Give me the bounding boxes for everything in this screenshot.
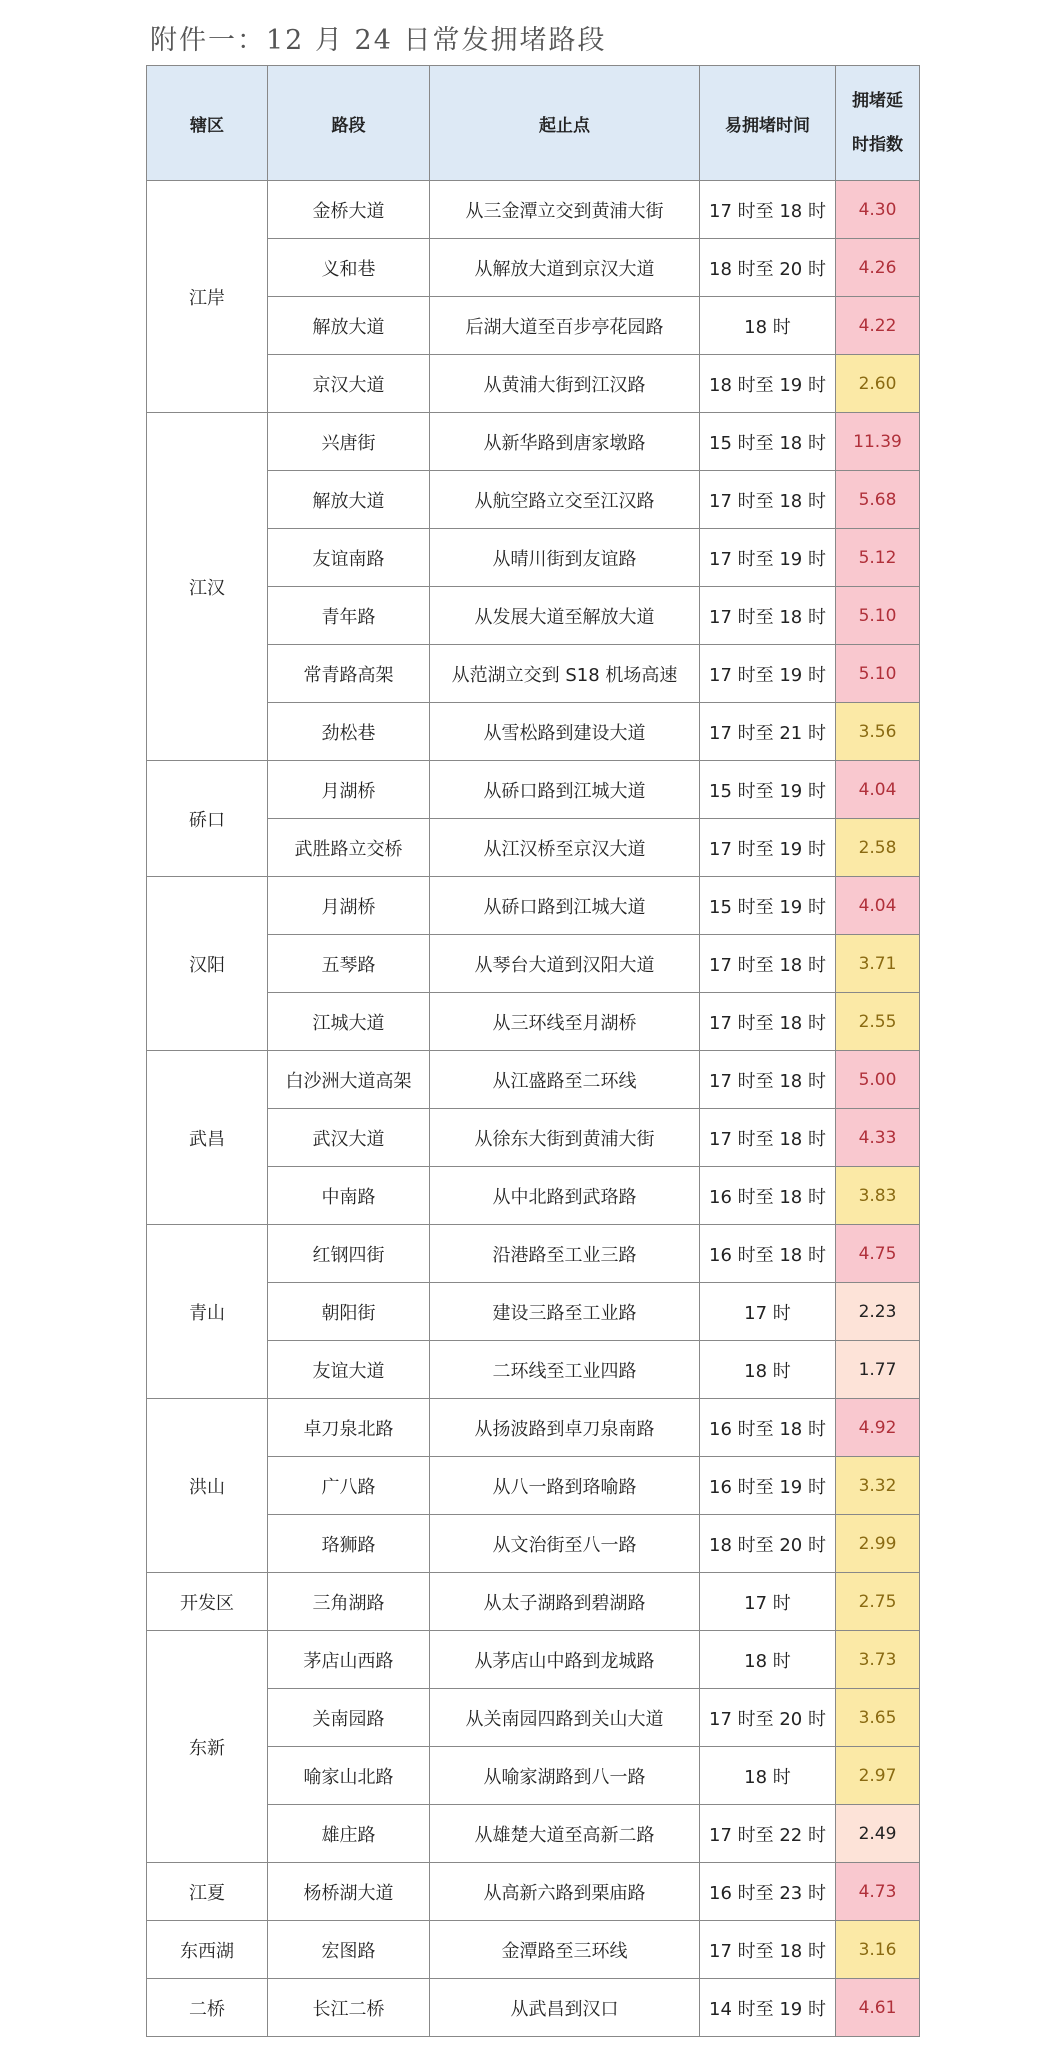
index-cell: 3.16 <box>836 1921 920 1979</box>
index-cell: 3.65 <box>836 1689 920 1747</box>
index-cell: 5.12 <box>836 529 920 587</box>
road-cell: 武胜路立交桥 <box>268 819 430 877</box>
range-cell: 从航空路立交至江汉路 <box>430 471 700 529</box>
index-cell: 1.77 <box>836 1341 920 1399</box>
road-cell: 卓刀泉北路 <box>268 1399 430 1457</box>
table-row <box>147 1863 920 1921</box>
range-cell: 从解放大道到京汉大道 <box>430 239 700 297</box>
time-cell: 17 时至 18 时 <box>700 1109 836 1167</box>
range-cell: 沿港路至工业三路 <box>430 1225 700 1283</box>
time-cell: 18 时 <box>700 297 836 355</box>
time-cell: 16 时至 18 时 <box>700 1399 836 1457</box>
table-row <box>147 1051 920 1109</box>
range-cell: 后湖大道至百步亭花园路 <box>430 297 700 355</box>
table-row <box>147 1573 920 1631</box>
index-cell: 4.61 <box>836 1979 920 2037</box>
congestion-table <box>146 65 920 2037</box>
index-cell: 4.30 <box>836 181 920 239</box>
index-cell: 3.73 <box>836 1631 920 1689</box>
index-cell: 5.00 <box>836 1051 920 1109</box>
time-cell: 16 时至 18 时 <box>700 1167 836 1225</box>
index-cell: 3.71 <box>836 935 920 993</box>
road-cell: 杨桥湖大道 <box>268 1863 430 1921</box>
index-cell: 11.39 <box>836 413 920 471</box>
road-cell: 兴唐街 <box>268 413 430 471</box>
index-cell: 2.99 <box>836 1515 920 1573</box>
road-cell: 江城大道 <box>268 993 430 1051</box>
time-cell: 17 时至 20 时 <box>700 1689 836 1747</box>
road-cell: 五琴路 <box>268 935 430 993</box>
time-cell: 17 时至 22 时 <box>700 1805 836 1863</box>
time-cell: 17 时至 18 时 <box>700 993 836 1051</box>
table-row <box>147 1921 920 1979</box>
time-cell: 17 时至 18 时 <box>700 1921 836 1979</box>
road-cell: 京汉大道 <box>268 355 430 413</box>
road-cell: 茅店山西路 <box>268 1631 430 1689</box>
time-cell: 18 时 <box>700 1341 836 1399</box>
time-cell: 15 时至 18 时 <box>700 413 836 471</box>
range-cell: 从新华路到唐家墩路 <box>430 413 700 471</box>
page-title: 附件一：12 月 24 日常发拥堵路段 <box>150 25 607 56</box>
road-cell: 长江二桥 <box>268 1979 430 2037</box>
header-index-line1: 拥堵延 <box>852 91 903 111</box>
time-cell: 17 时至 19 时 <box>700 819 836 877</box>
index-cell: 5.10 <box>836 587 920 645</box>
road-cell: 雄庄路 <box>268 1805 430 1863</box>
range-cell: 从八一路到珞喻路 <box>430 1457 700 1515</box>
time-cell: 18 时 <box>700 1631 836 1689</box>
road-cell: 三角湖路 <box>268 1573 430 1631</box>
district-cell: 硚口 <box>147 761 268 877</box>
range-cell: 从武昌到汉口 <box>430 1979 700 2037</box>
index-cell: 4.26 <box>836 239 920 297</box>
index-cell: 3.83 <box>836 1167 920 1225</box>
time-cell: 17 时至 18 时 <box>700 471 836 529</box>
time-cell: 17 时至 18 时 <box>700 935 836 993</box>
table-row <box>147 181 920 239</box>
table-row <box>147 1631 920 1689</box>
range-cell: 从中北路到武珞路 <box>430 1167 700 1225</box>
road-cell: 武汉大道 <box>268 1109 430 1167</box>
road-cell: 朝阳街 <box>268 1283 430 1341</box>
range-cell: 从发展大道至解放大道 <box>430 587 700 645</box>
range-cell: 从江汉桥至京汉大道 <box>430 819 700 877</box>
road-cell: 红钢四街 <box>268 1225 430 1283</box>
range-cell: 从三环线至月湖桥 <box>430 993 700 1051</box>
road-cell: 白沙洲大道高架 <box>268 1051 430 1109</box>
range-cell: 从三金潭立交到黄浦大街 <box>430 181 700 239</box>
road-cell: 劲松巷 <box>268 703 430 761</box>
road-cell: 关南园路 <box>268 1689 430 1747</box>
road-cell: 喻家山北路 <box>268 1747 430 1805</box>
road-cell: 中南路 <box>268 1167 430 1225</box>
district-cell: 江夏 <box>147 1863 268 1921</box>
time-cell: 17 时 <box>700 1573 836 1631</box>
header-index-line2: 时指数 <box>852 135 903 155</box>
header-range: 起止点 <box>430 66 700 181</box>
range-cell: 金潭路至三环线 <box>430 1921 700 1979</box>
header-index <box>836 66 920 181</box>
time-cell: 18 时至 19 时 <box>700 355 836 413</box>
time-cell: 15 时至 19 时 <box>700 877 836 935</box>
time-cell: 14 时至 19 时 <box>700 1979 836 2037</box>
time-cell: 16 时至 19 时 <box>700 1457 836 1515</box>
district-cell: 东西湖 <box>147 1921 268 1979</box>
table-row <box>147 1225 920 1283</box>
index-cell: 2.55 <box>836 993 920 1051</box>
index-cell: 4.04 <box>836 877 920 935</box>
header-road: 路段 <box>268 66 430 181</box>
time-cell: 16 时至 23 时 <box>700 1863 836 1921</box>
index-cell: 2.58 <box>836 819 920 877</box>
table-row <box>147 761 920 819</box>
range-cell: 从范湖立交到 S18 机场高速 <box>430 645 700 703</box>
district-cell: 江岸 <box>147 181 268 413</box>
range-cell: 从黄浦大街到江汉路 <box>430 355 700 413</box>
header-district: 辖区 <box>147 66 268 181</box>
time-cell: 17 时 <box>700 1283 836 1341</box>
road-cell: 友谊大道 <box>268 1341 430 1399</box>
road-cell: 友谊南路 <box>268 529 430 587</box>
road-cell: 月湖桥 <box>268 877 430 935</box>
road-cell: 金桥大道 <box>268 181 430 239</box>
road-cell: 青年路 <box>268 587 430 645</box>
range-cell: 从文治街至八一路 <box>430 1515 700 1573</box>
table-row <box>147 1399 920 1457</box>
range-cell: 从高新六路到栗庙路 <box>430 1863 700 1921</box>
index-cell: 2.75 <box>836 1573 920 1631</box>
district-cell: 东新 <box>147 1631 268 1863</box>
road-cell: 珞狮路 <box>268 1515 430 1573</box>
header-time: 易拥堵时间 <box>700 66 836 181</box>
range-cell: 从晴川街到友谊路 <box>430 529 700 587</box>
index-cell: 4.33 <box>836 1109 920 1167</box>
range-cell: 从雪松路到建设大道 <box>430 703 700 761</box>
index-cell: 3.56 <box>836 703 920 761</box>
time-cell: 16 时至 18 时 <box>700 1225 836 1283</box>
road-cell: 广八路 <box>268 1457 430 1515</box>
range-cell: 从硚口路到江城大道 <box>430 761 700 819</box>
district-cell: 青山 <box>147 1225 268 1399</box>
time-cell: 17 时至 18 时 <box>700 587 836 645</box>
table-row <box>147 413 920 471</box>
index-cell: 2.49 <box>836 1805 920 1863</box>
district-cell: 江汉 <box>147 413 268 761</box>
time-cell: 15 时至 19 时 <box>700 761 836 819</box>
index-cell: 5.68 <box>836 471 920 529</box>
range-cell: 从硚口路到江城大道 <box>430 877 700 935</box>
index-cell: 3.32 <box>836 1457 920 1515</box>
time-cell: 18 时 <box>700 1747 836 1805</box>
district-cell: 洪山 <box>147 1399 268 1573</box>
district-cell: 武昌 <box>147 1051 268 1225</box>
range-cell: 从徐东大街到黄浦大街 <box>430 1109 700 1167</box>
index-cell: 4.04 <box>836 761 920 819</box>
time-cell: 17 时至 19 时 <box>700 645 836 703</box>
district-cell: 汉阳 <box>147 877 268 1051</box>
index-cell: 4.73 <box>836 1863 920 1921</box>
index-cell: 2.60 <box>836 355 920 413</box>
index-cell: 4.92 <box>836 1399 920 1457</box>
index-cell: 5.10 <box>836 645 920 703</box>
road-cell: 义和巷 <box>268 239 430 297</box>
time-cell: 17 时至 18 时 <box>700 1051 836 1109</box>
index-cell: 2.97 <box>836 1747 920 1805</box>
road-cell: 解放大道 <box>268 297 430 355</box>
table-row <box>147 877 920 935</box>
time-cell: 18 时至 20 时 <box>700 239 836 297</box>
range-cell: 二环线至工业四路 <box>430 1341 700 1399</box>
table-row <box>147 1979 920 2037</box>
range-cell: 从关南园四路到关山大道 <box>430 1689 700 1747</box>
index-cell: 2.23 <box>836 1283 920 1341</box>
table-body <box>147 181 920 2037</box>
time-cell: 17 时至 18 时 <box>700 181 836 239</box>
index-cell: 4.22 <box>836 297 920 355</box>
range-cell: 从太子湖路到碧湖路 <box>430 1573 700 1631</box>
index-cell: 4.75 <box>836 1225 920 1283</box>
district-cell: 开发区 <box>147 1573 268 1631</box>
road-cell: 常青路高架 <box>268 645 430 703</box>
range-cell: 从茅店山中路到龙城路 <box>430 1631 700 1689</box>
road-cell: 解放大道 <box>268 471 430 529</box>
time-cell: 17 时至 19 时 <box>700 529 836 587</box>
range-cell: 从扬波路到卓刀泉南路 <box>430 1399 700 1457</box>
range-cell: 从雄楚大道至高新二路 <box>430 1805 700 1863</box>
time-cell: 18 时至 20 时 <box>700 1515 836 1573</box>
range-cell: 从喻家湖路到八一路 <box>430 1747 700 1805</box>
header-row <box>147 66 920 181</box>
range-cell: 建设三路至工业路 <box>430 1283 700 1341</box>
road-cell: 月湖桥 <box>268 761 430 819</box>
road-cell: 宏图路 <box>268 1921 430 1979</box>
time-cell: 17 时至 21 时 <box>700 703 836 761</box>
range-cell: 从琴台大道到汉阳大道 <box>430 935 700 993</box>
range-cell: 从江盛路至二环线 <box>430 1051 700 1109</box>
district-cell: 二桥 <box>147 1979 268 2037</box>
